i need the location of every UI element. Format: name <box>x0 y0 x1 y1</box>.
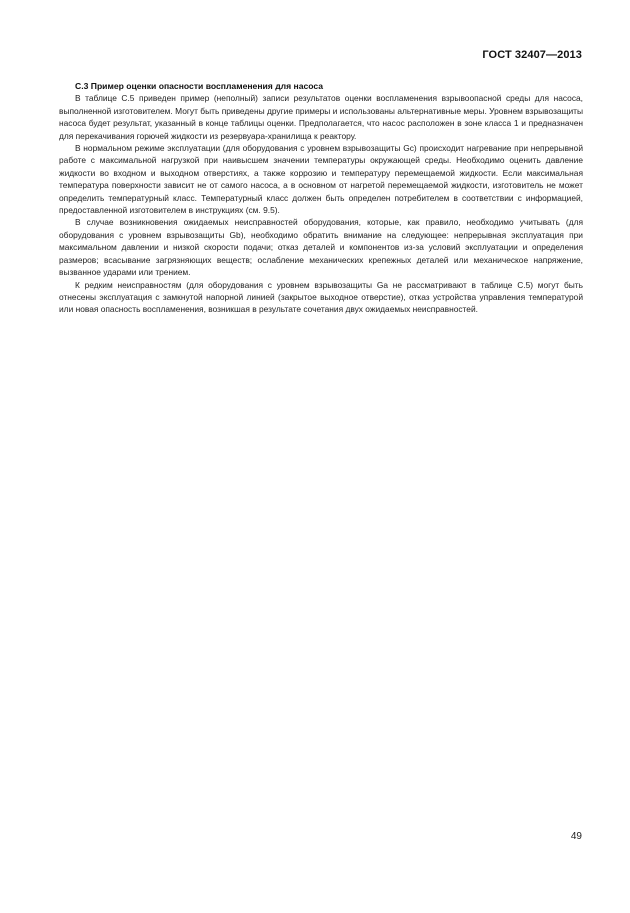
section-body <box>59 80 583 316</box>
paragraph-2: В нормальном режиме эксплуатации (для оборудования с уровнем взрывозащиты Gc) происходит нагревание при непрерывной работе с максимальной нагрузкой при наивысшем значении температуры окружающей среды. Необходимо оценить давление жидкости во входном и выходном отверстиях, а также коррозию и температуру перемещаемой жидкости. Если максимальная температура поверхности зависит не от самого насоса, а в основном от нагретой перемещаемой жидкости, изготовитель не может определить температурный класс. Температурный класс должен быть определен потребителем в соответствии с информацией, предоставленной изготовителем в инструкциях (см. 9.5). <box>59 143 583 216</box>
standard-designation: ГОСТ 32407—2013 <box>482 49 582 61</box>
section-heading: С.3 Пример оценки опасности воспламенения для насоса <box>75 81 324 91</box>
paragraph-4: К редким неисправностям (для оборудования с уровнем взрывозащиты Ga не рассматривают в таблице С.5) могут быть отнесены эксплуатация с замкнутой напорной линией (закрытое выходное отверстие), отказ устройства управления температурой или новая опасность воспламенения, возникшая в результате сочетания двух ожидаемых неисправностей. <box>59 279 583 315</box>
page-number: 49 <box>570 831 582 842</box>
paragraph-3: В случае возникновения ожидаемых неисправностей оборудования, которые, как правило, необходимо учитывать (для оборудования с уровнем взрывозащиты Gb), необходимо обратить внимание на следующее: непрерывная эксплуатация при максимальном давлении и низкой скорости подачи; отказ деталей и компонентов из-за условий эксплуатации и определения размеров; всасывание загрязняющих веществ; ослабление механических крепежных деталей или механическое напряжение, вызванное ударами или трением. <box>59 217 583 278</box>
paragraph-1: В таблице С.5 приведен пример (неполный) записи результатов оценки воспламенения взрывоопасной среды для насоса, выполненной изготовителем. Могут быть приведены другие примеры и использованы альтернативные меры. Уровнем взрывозащиты насоса будет результат, указанный в конце таблицы оценки. Предполагается, что насос расположен в зоне класса 1 и предназначен для перекачивания горючей жидкости из резервуара-хранилища к реактору. <box>59 93 583 141</box>
